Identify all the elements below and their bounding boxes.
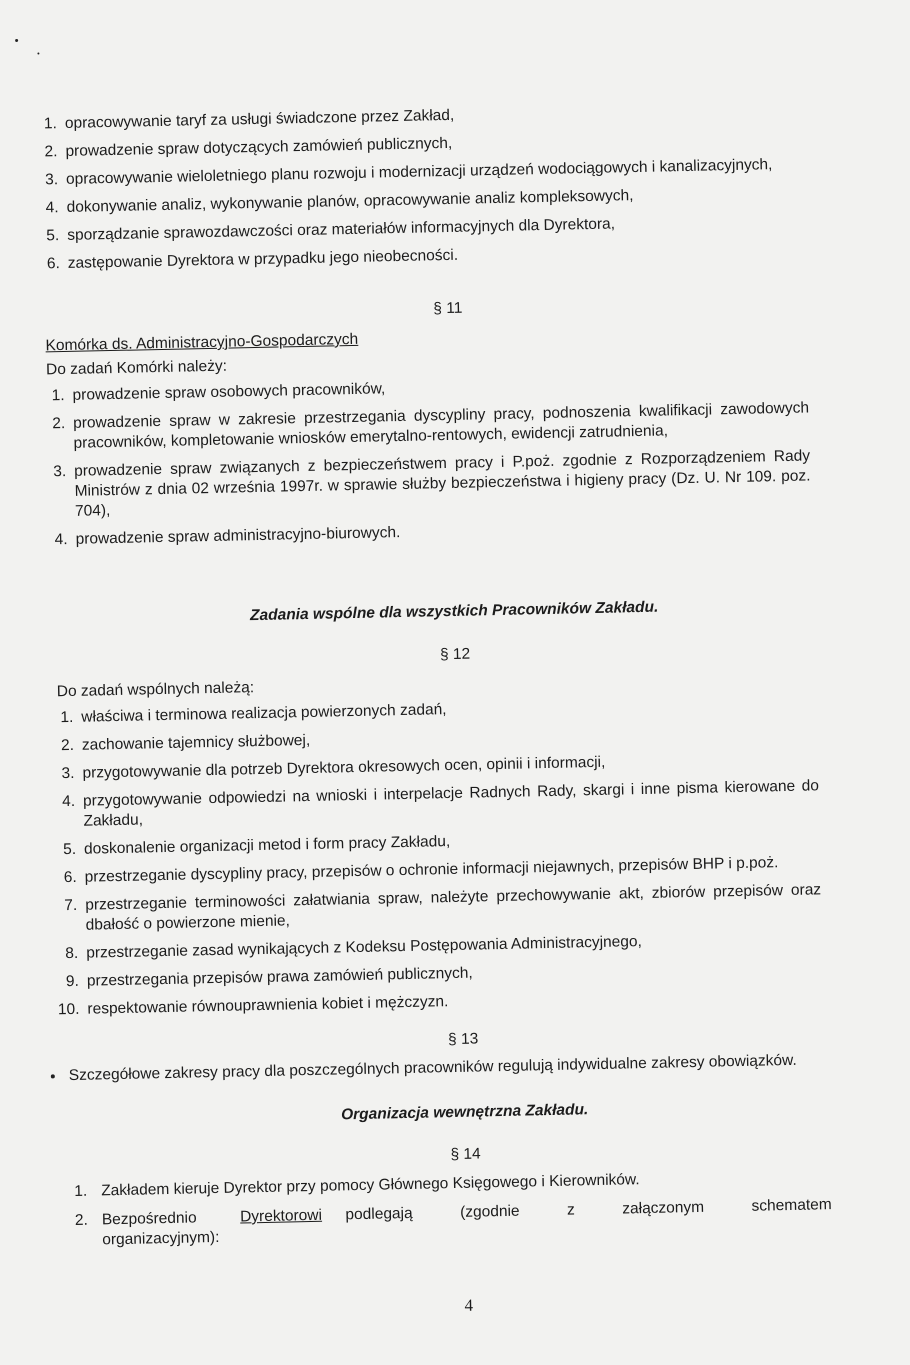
task-item-number: 5. <box>46 227 60 245</box>
common-task-item-number: 8. <box>65 944 79 963</box>
unit-task-item-number: 1. <box>51 387 65 405</box>
task-item-text: opracowywanie taryf za usługi świadczone przez Zakład, <box>64 106 455 132</box>
unit-task-item-number: 4. <box>54 530 68 549</box>
common-task-item-number: 3. <box>61 764 75 783</box>
task-item-number: 3. <box>44 171 59 189</box>
org-item-2-post: podlegają (zgodnie z załączonym schematem organizacyjnym): <box>102 1196 832 1249</box>
common-task-item-number: 4. <box>61 792 76 811</box>
task-list-previous-section <box>31 99 804 283</box>
unit-task-item <box>40 446 811 522</box>
common-task-item-number: 5. <box>62 840 77 859</box>
task-item-text: zastępowanie Dyrektora w przypadku jego nieobecności. <box>67 246 459 272</box>
task-item-number: 1. <box>43 115 58 133</box>
common-task-item-text: respektowanie równouprawnienia kobiet i mężczyzn. <box>87 993 449 1018</box>
unit-task-item-text: prowadzenie spraw w zakresie przestrzegania dyscypliny pracy, podnoszenia kwalifikacji zawodowych pracowników, kompletowanie wniosków emerytalno-rentowych, ewidencji zatrudnienia, <box>72 399 810 452</box>
common-task-item-text: przestrzeganie terminowości załatwiania spraw, należyte przechowywanie akt, zbiorów przepisów oraz dbałość o powierzone mienie, <box>85 881 822 934</box>
common-tasks-title: Zadania wspólne dla wszystkich Pracowników Zakładu. <box>249 598 659 625</box>
section-14-heading: § 14 <box>450 1145 481 1164</box>
unit-task-item-text: prowadzenie spraw osobowych pracowników, <box>72 380 386 404</box>
section-13-heading: § 13 <box>447 1030 479 1049</box>
unit-task-item-number: 2. <box>52 415 66 433</box>
common-task-item-number: 7. <box>64 896 78 915</box>
unit-task-item-text: prowadzenie spraw administracyjno-biurowych. <box>75 524 401 548</box>
unit-task-item-number: 3. <box>53 463 67 481</box>
task-item-text: opracowywanie wieloletniego planu rozwoju i modernizacji urządzeń wodociągowych i kanalizacyjnych, <box>65 156 773 188</box>
common-task-item <box>49 776 820 832</box>
common-task-list <box>47 692 824 1028</box>
org-title: Organizacja wewnętrzna Zakładu. <box>340 1101 589 1124</box>
unit-task-item-text: prowadzenie spraw związanych z bezpieczeństwem pracy i P.poż. zgodnie z Rozporządzeniem Rady Ministrów z dnia 02 września 1997r. w sprawie służby bezpieczeństwa i higieny pracy (Dz. U. Nr 109. poz. 704), <box>73 447 811 520</box>
org-item-2-pre: Bezpośrednio <box>101 1209 197 1229</box>
common-task-item-text: przestrzeganie dyscypliny pracy, przepisów o ochronie informacji niejawnych, przepisów BHP i p.poż. <box>84 854 779 886</box>
common-task-item-number: 9. <box>65 972 80 991</box>
common-task-item-text: przestrzeganie zasad wynikających z Kodeksu Postępowania Administracyjnego, <box>86 933 643 962</box>
common-task-item-text: właściwa i terminowa realizacja powierzonych zadań, <box>81 701 447 726</box>
unit-intro: Do zadań Komórki należy: <box>45 357 228 379</box>
bullet-mark <box>51 1074 55 1078</box>
common-task-item-text: doskonalenie organizacji metod i form pracy Zakładu, <box>83 833 451 858</box>
org-item-2-underlined: Dyrektorowi <box>239 1206 323 1226</box>
task-item-text: prowadzenie spraw dotyczących zamówień publicznych, <box>65 134 453 160</box>
common-task-item-text: przestrzegania przepisów prawa zamówień publicznych, <box>86 964 473 990</box>
task-item-number: 4. <box>45 199 59 217</box>
section-13-text: Szczegółowe zakresy pracy dla poszczególnych pracowników regulują indywidualne zakresy obowiązków. <box>68 1051 797 1085</box>
common-intro: Do zadań wspólnych należą: <box>56 679 255 701</box>
org-item-1-text: Zakładem kieruje Dyrektor przy pomocy Głównego Księgowego i Kierowników. <box>101 1171 640 1200</box>
common-task-item <box>51 880 822 936</box>
common-task-item-number: 6. <box>63 868 77 887</box>
common-task-item-text: przygotowywanie odpowiedzi na wnioski i interpelacje Radnych Rady, skargi i inne pisma kierowane do Zakładu, <box>82 777 820 830</box>
org-item-1-number: 1. <box>74 1182 88 1200</box>
org-item-2 <box>62 1195 833 1251</box>
common-task-item-text: przygotowywanie dla potrzeb Dyrektora okresowych ocen, opinii i informacji, <box>82 753 606 782</box>
task-item-text: dokonywanie analiz, wykonywanie planów, opracowywanie analiz kompleksowych, <box>66 187 634 216</box>
section-12-heading: § 12 <box>439 645 471 664</box>
task-item-number: 6. <box>46 255 61 273</box>
task-item-number: 2. <box>44 143 58 161</box>
common-task-item-number: 2. <box>60 736 75 755</box>
common-task-item-number: 10. <box>57 1000 80 1019</box>
org-item-2-number: 2. <box>74 1211 89 1229</box>
unit-name: Komórka ds. Administracyjno-Gospodarczych <box>45 330 359 355</box>
unit-task-item <box>39 398 810 454</box>
common-task-item-number: 1. <box>60 708 74 727</box>
task-item-text: sporządzanie sprawozdawczości oraz materiałów informacyjnych dla Dyrektora, <box>67 215 616 244</box>
scan-speck <box>15 39 18 42</box>
unit-task-list <box>38 370 811 558</box>
scan-speck <box>37 52 39 54</box>
section-11-heading: § 11 <box>433 299 463 318</box>
page-number: 4 <box>464 1295 474 1315</box>
common-task-item-text: zachowanie tajemnicy służbowej, <box>81 731 311 754</box>
